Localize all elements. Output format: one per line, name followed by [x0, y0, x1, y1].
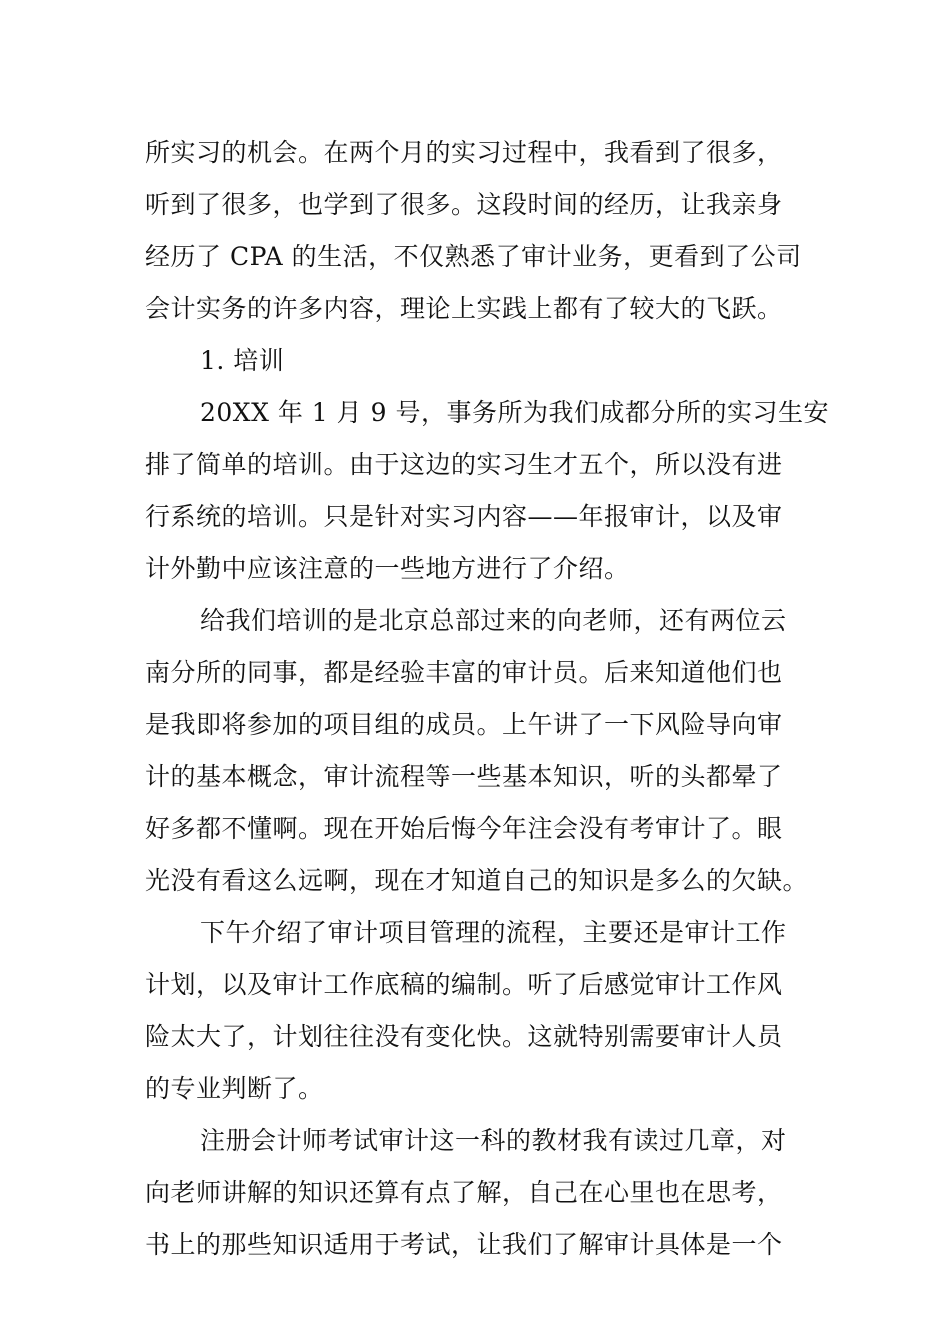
text-line: 计划，以及审计工作底稿的编制。听了后感觉审计工作风 — [145, 970, 783, 999]
section-heading: 1. 培训 — [200, 346, 285, 375]
text-line: 听到了很多，也学到了很多。这段时间的经历，让我亲身 — [145, 190, 783, 219]
text-line: 20XX 年 1 月 9 号，事务所为我们成都分所的实习生安 — [200, 398, 829, 427]
text-line: 书上的那些知识适用于考试，让我们了解审计具体是一个 — [145, 1230, 783, 1259]
text-line: 的专业判断了。 — [145, 1074, 324, 1103]
text-line: 计外勤中应该注意的一些地方进行了介绍。 — [145, 554, 630, 583]
text-line: 好多都不懂啊。现在开始后悔今年注会没有考审计了。眼 — [145, 814, 783, 843]
document-body — [145, 127, 829, 1271]
text-line: 向老师讲解的知识还算有点了解，自己在心里也在思考， — [145, 1178, 783, 1207]
text-line: 会计实务的许多内容，理论上实践上都有了较大的飞跃。 — [145, 294, 783, 323]
text-line: 给我们培训的是北京总部过来的向老师，还有两位云 — [200, 606, 787, 635]
text-line: 注册会计师考试审计这一科的教材我有读过几章，对 — [200, 1126, 787, 1155]
text-line: 计的基本概念，审计流程等一些基本知识，听的头都晕了 — [145, 762, 783, 791]
text-line: 南分所的同事，都是经验丰富的审计员。后来知道他们也 — [145, 658, 783, 687]
text-line: 光没有看这么远啊，现在才知道自己的知识是多么的欠缺。 — [145, 866, 809, 895]
text-line: 是我即将参加的项目组的成员。上午讲了一下风险导向审 — [145, 710, 783, 739]
text-line: 行系统的培训。只是针对实习内容——年报审计，以及审 — [145, 502, 783, 531]
text-line: 险太大了，计划往往没有变化快。这就特别需要审计人员 — [145, 1022, 783, 1051]
text-line: 排了简单的培训。由于这边的实习生才五个，所以没有进 — [145, 450, 783, 479]
text-line: 下午介绍了审计项目管理的流程，主要还是审计工作 — [200, 918, 787, 947]
text-line: 所实习的机会。在两个月的实习过程中，我看到了很多， — [145, 138, 783, 167]
text-line: 经历了 CPA 的生活，不仅熟悉了审计业务，更看到了公司 — [145, 242, 802, 271]
